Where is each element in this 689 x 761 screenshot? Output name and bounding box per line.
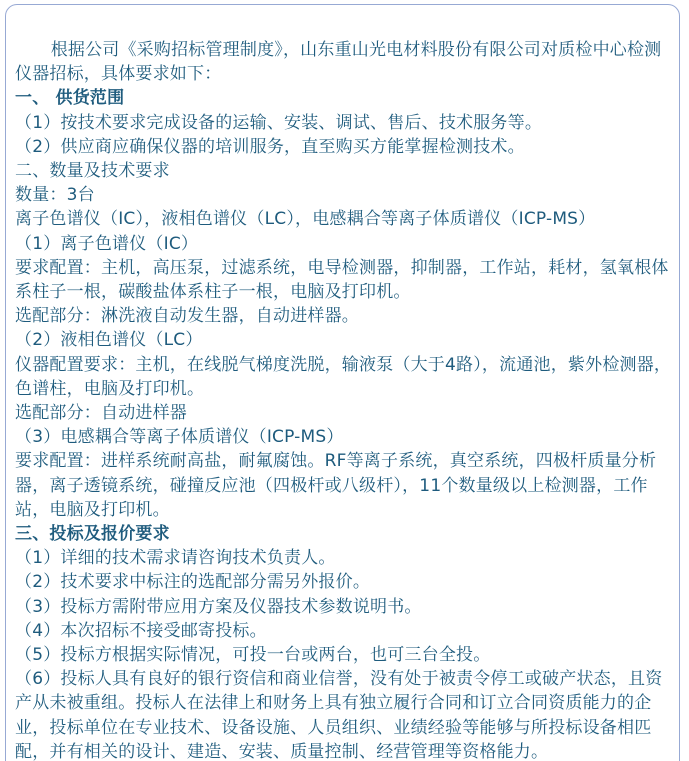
bid-item-1: （1）详细的技术需求请咨询技术负责人。: [15, 548, 336, 569]
subheading-ic: （1）离子色谱仪（IC）: [15, 233, 199, 254]
heading-supply-scope: 一、 供货范围: [15, 88, 125, 109]
lc-optional-config: 选配部分：自动进样器: [15, 403, 187, 424]
instruments-line: 离子色谱仪（IC），液相色谱仪（LC），电感耦合等离子体质谱仪（ICP-MS）: [15, 209, 596, 230]
supply-item-2: （2）供应商应确保仪器的培训服务，直至购买方能掌握检测技术。: [15, 136, 525, 157]
icpms-required-config: 要求配置：进样系统耐高盐，耐氟腐蚀。RF等离子系统，真空系统，四极杆质量分析器，离子透镜系统，碰撞反应池（四极杆或八级杆），11个数量级以上检测器，工作站，电脑及打印机。: [15, 451, 657, 520]
intro-paragraph: 根据公司《采购招标管理制度》，山东重山光电材料股份有限公司对质检中心检测仪器招标，具体要求如下：: [15, 40, 662, 85]
bid-item-4: （4）本次招标不接受邮寄投标。: [15, 620, 267, 641]
ic-optional-config: 选配部分：淋洗液自动发生器，自动进样器。: [15, 306, 359, 327]
bid-item-2: （2）技术要求中标注的选配部分需另外报价。: [15, 572, 371, 593]
bid-item-6: （6）投标人具有良好的银行资信和商业信誉，没有处于被责令停工或破产状态，且资产从未被重组。投标人在法律上和财务上具有独立履行合同和订立合同资质能力的企业，投标单位在专业技术、设备设施、人员组织、业绩经验等能够与所投标设备相匹配，并有相关的设计、建造、安装、质量控制、经营管理等资格能力。: [15, 669, 663, 761]
ic-required-config: 要求配置：主机，高压泵，过滤系统，电导检测器，抑制器，工作站，耗材，氢氧根体系柱子一根，碳酸盐体系柱子一根，电脑及打印机。: [15, 257, 669, 303]
subheading-lc: （2）液相色谱仪（LC）: [15, 330, 203, 351]
document-content: [15, 38, 675, 761]
bid-item-3: （3）投标方需附带应用方案及仪器技术参数说明书。: [15, 596, 422, 617]
supply-item-1: （1）按技术要求完成设备的运输、安装、调试、售后、技术服务等。: [15, 112, 543, 133]
bid-item-5: （5）投标方根据实际情况，可投一台或两台，也可三台全投。: [15, 645, 491, 666]
lc-required-config: 仪器配置要求：主机，在线脱气梯度洗脱，输液泵（大于4路），流通池，紫外检测器，色谱柱，电脑及打印机。: [15, 354, 672, 399]
heading-quantity-tech: 二、数量及技术要求: [15, 161, 170, 182]
heading-bid-quote: 三、投标及报价要求: [15, 524, 170, 545]
subheading-icpms: （3）电感耦合等离子体质谱仪（ICP-MS）: [15, 427, 344, 448]
quantity-line: 数量：3台: [15, 185, 95, 206]
